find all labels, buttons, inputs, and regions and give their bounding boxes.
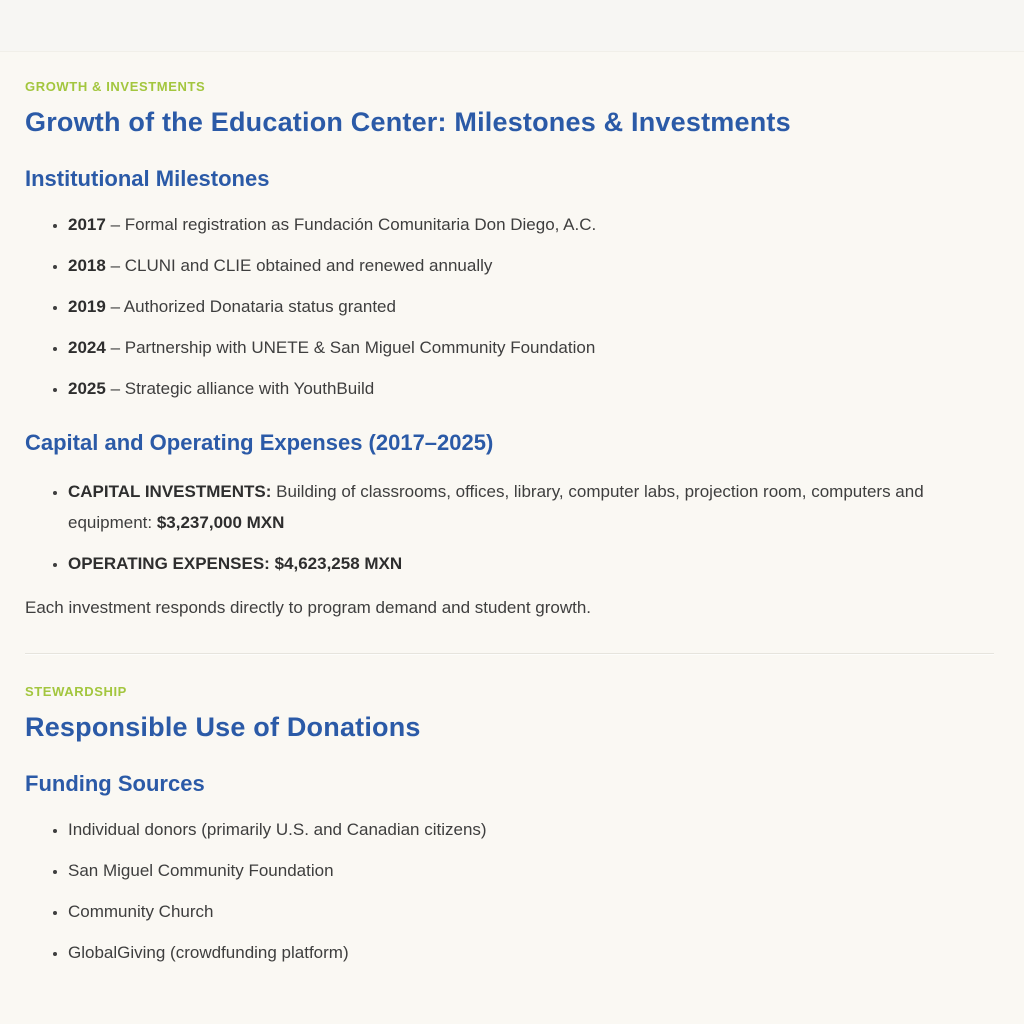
list-item (68, 940, 994, 966)
section-eyebrow: GROWTH & INVESTMENTS (25, 79, 206, 94)
milestones-list (25, 212, 994, 402)
list-item (68, 548, 994, 579)
list-item (68, 253, 994, 279)
expense-amount: $3,237,000 MXN (156, 513, 285, 532)
list-item (68, 817, 994, 843)
milestone-text: – CLUNI and CLIE obtained and renewed annually (110, 256, 493, 275)
list-item (68, 476, 994, 538)
investment-note: Each investment responds directly to program demand and student growth. (25, 598, 592, 617)
content (0, 79, 1024, 966)
funding-source-text: Community Church (68, 902, 214, 921)
milestone-text: – Authorized Donataria status granted (110, 297, 396, 316)
funding-source-text: GlobalGiving (crowdfunding platform) (68, 943, 349, 962)
section-eyebrow: STEWARDSHIP (25, 684, 127, 699)
funding-source-text: Individual donors (primarily U.S. and Canadian citizens) (68, 820, 487, 839)
list-item (68, 335, 994, 361)
milestone-year: 2018 (68, 256, 106, 275)
list-item (68, 212, 994, 238)
list-item (68, 899, 994, 925)
milestone-text: – Strategic alliance with YouthBuild (110, 379, 375, 398)
heading-funding-sources: Funding Sources (25, 771, 205, 796)
list-item (68, 376, 994, 402)
funding-source-text: San Miguel Community Foundation (68, 861, 334, 880)
milestone-text: – Partnership with UNETE & San Miguel Community Foundation (110, 338, 596, 357)
milestone-year: 2024 (68, 338, 106, 357)
funding-sources-list (25, 817, 994, 966)
milestone-text: – Formal registration as Fundación Comunitaria Don Diego, A.C. (110, 215, 597, 234)
expenses-list (25, 476, 994, 579)
section-title: Responsible Use of Donations (25, 712, 421, 742)
expense-label: OPERATING EXPENSES: (68, 554, 270, 573)
milestone-year: 2019 (68, 297, 106, 316)
list-item (68, 858, 994, 884)
milestone-year: 2025 (68, 379, 106, 398)
heading-institutional-milestones: Institutional Milestones (25, 166, 270, 191)
top-strip (0, 0, 1024, 52)
section-growth-investments (25, 79, 994, 621)
milestone-year: 2017 (68, 215, 106, 234)
page-title: Growth of the Education Center: Milestones & Investments (25, 107, 791, 137)
expense-label: CAPITAL INVESTMENTS: (68, 482, 272, 501)
list-item (68, 294, 994, 320)
expense-amount: $4,623,258 MXN (274, 554, 403, 573)
section-stewardship (25, 655, 994, 966)
expense-text: Building of classrooms, offices, library, computer labs, projection room, computers and equipment: (68, 482, 924, 532)
heading-capital-operating-expenses: Capital and Operating Expenses (2017–2025) (25, 430, 494, 455)
